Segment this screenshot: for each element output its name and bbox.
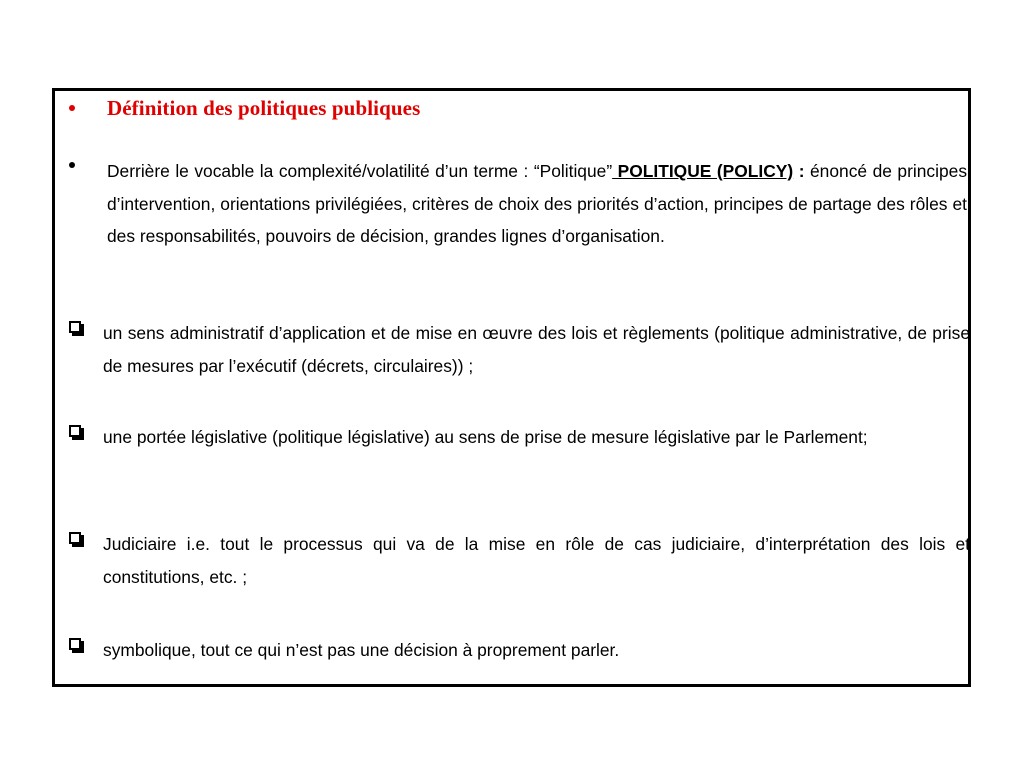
checklist-item	[65, 421, 970, 454]
checklist-item-text: une portée législative (politique législative) au sens de prise de mesure législative par le Parlement;	[103, 427, 868, 447]
empty-checkbox-icon	[65, 528, 103, 549]
empty-checkbox-icon	[65, 634, 103, 655]
paragraph-lead: Derrière le vocable la complexité/volatilité d’un terme : “Politique”	[107, 161, 613, 181]
title-bullet-row	[65, 96, 955, 120]
definition-paragraph	[107, 155, 967, 253]
page-title: Définition des politiques publiques	[107, 96, 421, 120]
checklist-item	[65, 528, 970, 593]
checklist-item	[65, 634, 970, 667]
paragraph-emphasis-colon: :	[793, 161, 805, 181]
bullet-icon-title	[65, 96, 107, 119]
checklist-item-text: symbolique, tout ce qui n’est pas une décision à proprement parler.	[103, 640, 620, 660]
bullet-icon-paragraph	[65, 155, 107, 176]
checklist-item-text: Judiciaire i.e. tout le processus qui va de la mise en rôle de cas judiciaire, d’interprétation des lois et constitutions, etc. ;	[103, 534, 970, 587]
definition-paragraph-row	[65, 155, 967, 253]
empty-checkbox-icon	[65, 317, 103, 338]
paragraph-rest: énoncé de principes d’intervention, orientations privilégiées, critères de choix des priorités d’action, principes de partage des rôles et des responsabilités, pouvoirs de décision, grandes lignes d’organisation.	[107, 161, 968, 247]
empty-checkbox-icon	[65, 421, 103, 442]
content-frame	[52, 88, 971, 687]
paragraph-emphasis-underlined: POLITIQUE (POLICY)	[612, 161, 794, 181]
checklist-item	[65, 317, 970, 382]
content-inner	[55, 91, 968, 684]
checklist-item-text: un sens administratif d’application et de mise en œuvre des lois et règlements (politique administrative, de prise de mesures par l’exécutif (décrets, circulaires)) ;	[103, 323, 970, 376]
